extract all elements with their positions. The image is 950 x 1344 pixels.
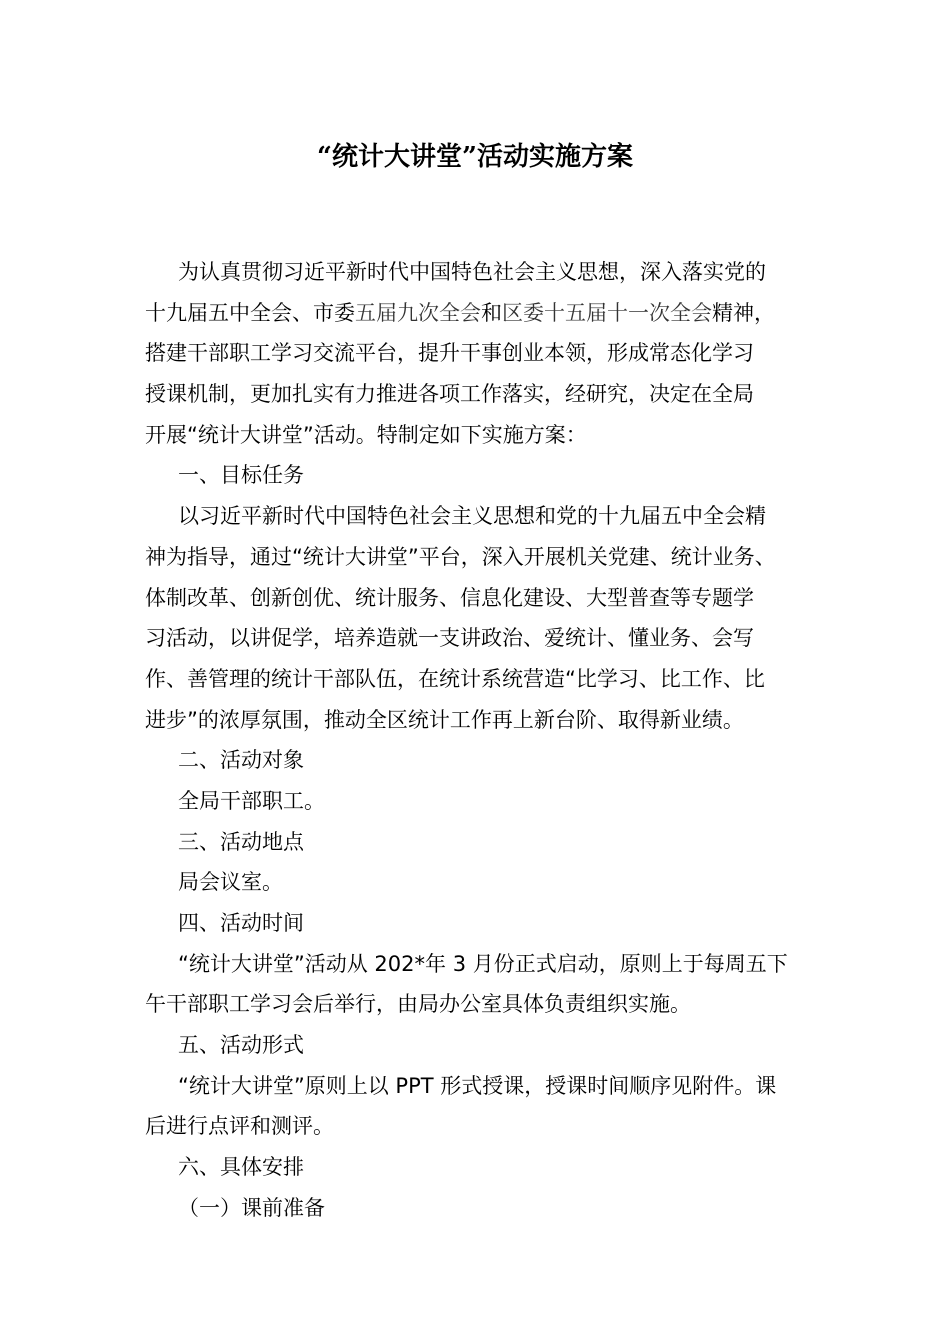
text-line: 四、活动时间	[178, 911, 304, 935]
text-line: 五、活动形式	[178, 1033, 304, 1058]
text-span: 区委十五届十一次全会	[502, 300, 712, 325]
text-line: 为认真贯彻习近平新时代中国特色社会主义思想，深入落实党的	[178, 260, 766, 284]
text-line: 授课机制，更加扎实有力推进各项工作落实，经研究，决定在全局	[145, 382, 754, 407]
text-line: “统计大讲堂”活动从 202*年 3 月份正式启动，原则上于每周五下	[178, 951, 788, 976]
text-line: 二、活动对象	[178, 748, 304, 773]
document-title: “统计大讲堂”活动实施方案	[317, 142, 633, 172]
text-span: 精神，	[712, 300, 775, 325]
text-line: 全局干部职工。	[178, 788, 325, 813]
text-line: 六、具体安排	[178, 1155, 304, 1180]
text-span: 十九届五中全会、市委	[145, 300, 355, 325]
text-line: “统计大讲堂”原则上以 PPT 形式授课，授课时间顺序见附件。课	[178, 1073, 777, 1098]
text-line: 搭建干部职工学习交流平台，提升干事创业本领，形成常态化学习	[145, 341, 754, 366]
text-span: 和	[481, 300, 502, 325]
text-span: 五届九次全会	[355, 300, 481, 325]
text-line: 午干部职工学习会后举行，由局办公室具体负责组织实施。	[145, 992, 691, 1017]
text-line: 局会议室。	[178, 870, 283, 895]
text-line: 以习近平新时代中国特色社会主义思想和党的十九届五中全会精	[178, 504, 766, 529]
document-body	[145, 252, 845, 1229]
text-line: 进步”的浓厚氛围，推动全区统计工作再上新台阶、取得新业绩。	[145, 707, 744, 732]
text-line	[145, 293, 845, 334]
text-line: （一）课前准备	[178, 1195, 325, 1220]
text-line: 神为指导，通过“统计大讲堂”平台，深入开展机关党建、统计业务、	[145, 544, 776, 569]
text-line: 三、活动地点	[178, 829, 304, 854]
text-line: 习活动，以讲促学，培养造就一支讲政治、爱统计、懂业务、会写	[145, 626, 754, 651]
text-line: 体制改革、创新创优、统计服务、信息化建设、大型普查等专题学	[145, 585, 754, 610]
text-line: 后进行点评和测评。	[145, 1114, 334, 1139]
text-line: 开展“统计大讲堂”活动。特制定如下实施方案：	[145, 422, 587, 447]
text-line: 作、善管理的统计干部队伍，在统计系统营造“比学习、比工作、比	[145, 666, 765, 691]
text-line: 一、目标任务	[178, 463, 304, 488]
